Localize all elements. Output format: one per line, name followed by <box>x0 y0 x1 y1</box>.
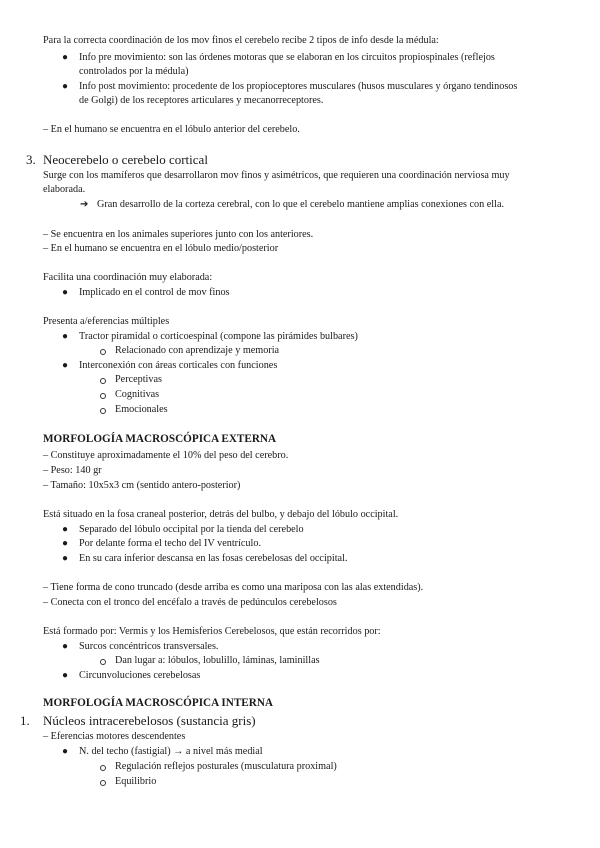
bullet-icon: ● <box>62 553 69 564</box>
circle-bullet-icon <box>100 765 106 771</box>
presenta-text: Presenta a/eferencias múltiples <box>43 316 170 327</box>
area-perceptivas: Perceptivas <box>115 374 162 385</box>
peso-text: – Peso: 140 gr <box>43 465 102 476</box>
eferencias-text: – Eferencias motores descendentes <box>43 731 186 742</box>
section-number: 3. <box>26 152 36 167</box>
constituye-text: – Constituye aproximadamente el 10% del peso del cerebro. <box>43 450 289 461</box>
situado-text: Está situado en la fosa craneal posterior, detrás del bulbo, y debajo del lóbulo occipital. <box>43 509 399 520</box>
section-title-neocerebelo: Neocerebelo o cerebelo cortical <box>43 152 208 167</box>
bullet-icon: ● <box>62 81 69 92</box>
surcos-text: Surcos concéntricos transversales. <box>79 641 219 652</box>
tamano-text: – Tamaño: 10x5x3 cm (sentido antero-posterior) <box>43 480 241 491</box>
separado-text: Separado del lóbulo occipital por la tienda del cerebelo <box>79 524 304 535</box>
bullet-icon: ● <box>62 641 69 652</box>
bullet-icon: ● <box>62 360 69 371</box>
bullet-icon: ● <box>62 331 69 342</box>
info-pre-line-2: controlados por la médula) <box>79 66 189 77</box>
tractor-text: Tractor piramidal o corticoespinal (compone las pirámides bulbares) <box>79 331 358 342</box>
bullet-icon: ● <box>62 538 69 549</box>
surge-line-2: elaborada. <box>43 184 86 195</box>
bullet-icon: ● <box>62 670 69 681</box>
cara-inferior-text: En su cara inferior descansa en las fosas cerebelosas del occipital. <box>79 553 348 564</box>
regulacion-text: Regulación reflejos posturales (musculatura proximal) <box>115 761 337 772</box>
facilita-text: Facilita una coordinación muy elaborada: <box>43 272 213 283</box>
info-post-line-2: de Golgi) de los receptores articulares y mecanorreceptores. <box>79 95 324 106</box>
bullet-icon: ● <box>62 287 69 298</box>
circle-bullet-icon <box>100 408 106 414</box>
dan-lugar-text: Dan lugar a: lóbulos, lobulillo, láminas, laminillas <box>115 655 320 666</box>
heading-morfologia-externa: MORFOLOGÍA MACROSCÓPICA EXTERNA <box>43 433 277 445</box>
gran-desarrollo-text: Gran desarrollo de la corteza cerebral, con lo que el cerebelo mantiene amplias conexiones con ella. <box>97 199 505 210</box>
surge-line-1: Surge con los mamíferos que desarrollaron mov finos y asimétricos, que requieren una coordinación nerviosa muy <box>43 170 510 181</box>
circle-bullet-icon <box>100 349 106 355</box>
section-number: 1. <box>20 713 30 728</box>
equilibrio-text: Equilibrio <box>115 776 157 787</box>
delante-text: Por delante forma el techo del IV ventrículo. <box>79 538 261 549</box>
superiores-text: – Se encuentra en los animales superiores junto con los anteriores. <box>43 229 314 240</box>
bullet-icon: ● <box>62 746 69 757</box>
intro-text: Para la correcta coordinación de los mov finos el cerebelo recibe 2 tipos de info desde la médula: <box>43 35 439 46</box>
area-emocionales: Emocionales <box>115 404 168 415</box>
section-title-nucleos: Núcleos intracerebelosos (sustancia gris) <box>43 713 256 728</box>
bullet-icon: ● <box>62 524 69 535</box>
relacionado-text: Relacionado con aprendizaje y memoria <box>115 345 280 356</box>
lobulo-medio-text: – En el humano se encuentra en el lóbulo medio/posterior <box>43 243 279 254</box>
arrow-right-icon: ➔ <box>80 199 89 210</box>
info-post-line-1: Info post movimiento: procedente de los propioceptores musculares (husos musculares y órgano tendinosos <box>79 81 518 92</box>
circle-bullet-icon <box>100 393 106 399</box>
area-cognitivas: Cognitivas <box>115 389 160 400</box>
bullet-icon: ● <box>62 52 69 63</box>
heading-morfologia-interna: MORFOLOGÍA MACROSCÓPICA INTERNA <box>43 697 273 709</box>
circle-bullet-icon <box>100 659 106 665</box>
lobulo-anterior-text: – En el humano se encuentra en el lóbulo anterior del cerebelo. <box>43 124 300 135</box>
formado-text: Está formado por: Vermis y los Hemisferios Cerebelosos, que están recorridos por: <box>43 626 381 637</box>
circle-bullet-icon <box>100 378 106 384</box>
interconexion-text: Interconexión con áreas corticales con funciones <box>79 360 278 371</box>
conecta-text: – Conecta con el tronco del encéfalo a través de pedúnculos cerebelosos <box>43 597 337 608</box>
forma-text: – Tiene forma de cono truncado (desde arriba es como una mariposa con las alas extendidas). <box>43 582 424 593</box>
circunvoluciones-text: Circunvoluciones cerebelosas <box>79 670 201 681</box>
techo-text: N. del techo (fastigial) → a nivel más medial <box>79 746 263 757</box>
circle-bullet-icon <box>100 780 106 786</box>
info-pre-line-1: Info pre movimiento: son las órdenes motoras que se elaboran en los circuitos propiospinales (reflejos <box>79 52 495 63</box>
implicado-text: Implicado en el control de mov finos <box>79 287 230 298</box>
